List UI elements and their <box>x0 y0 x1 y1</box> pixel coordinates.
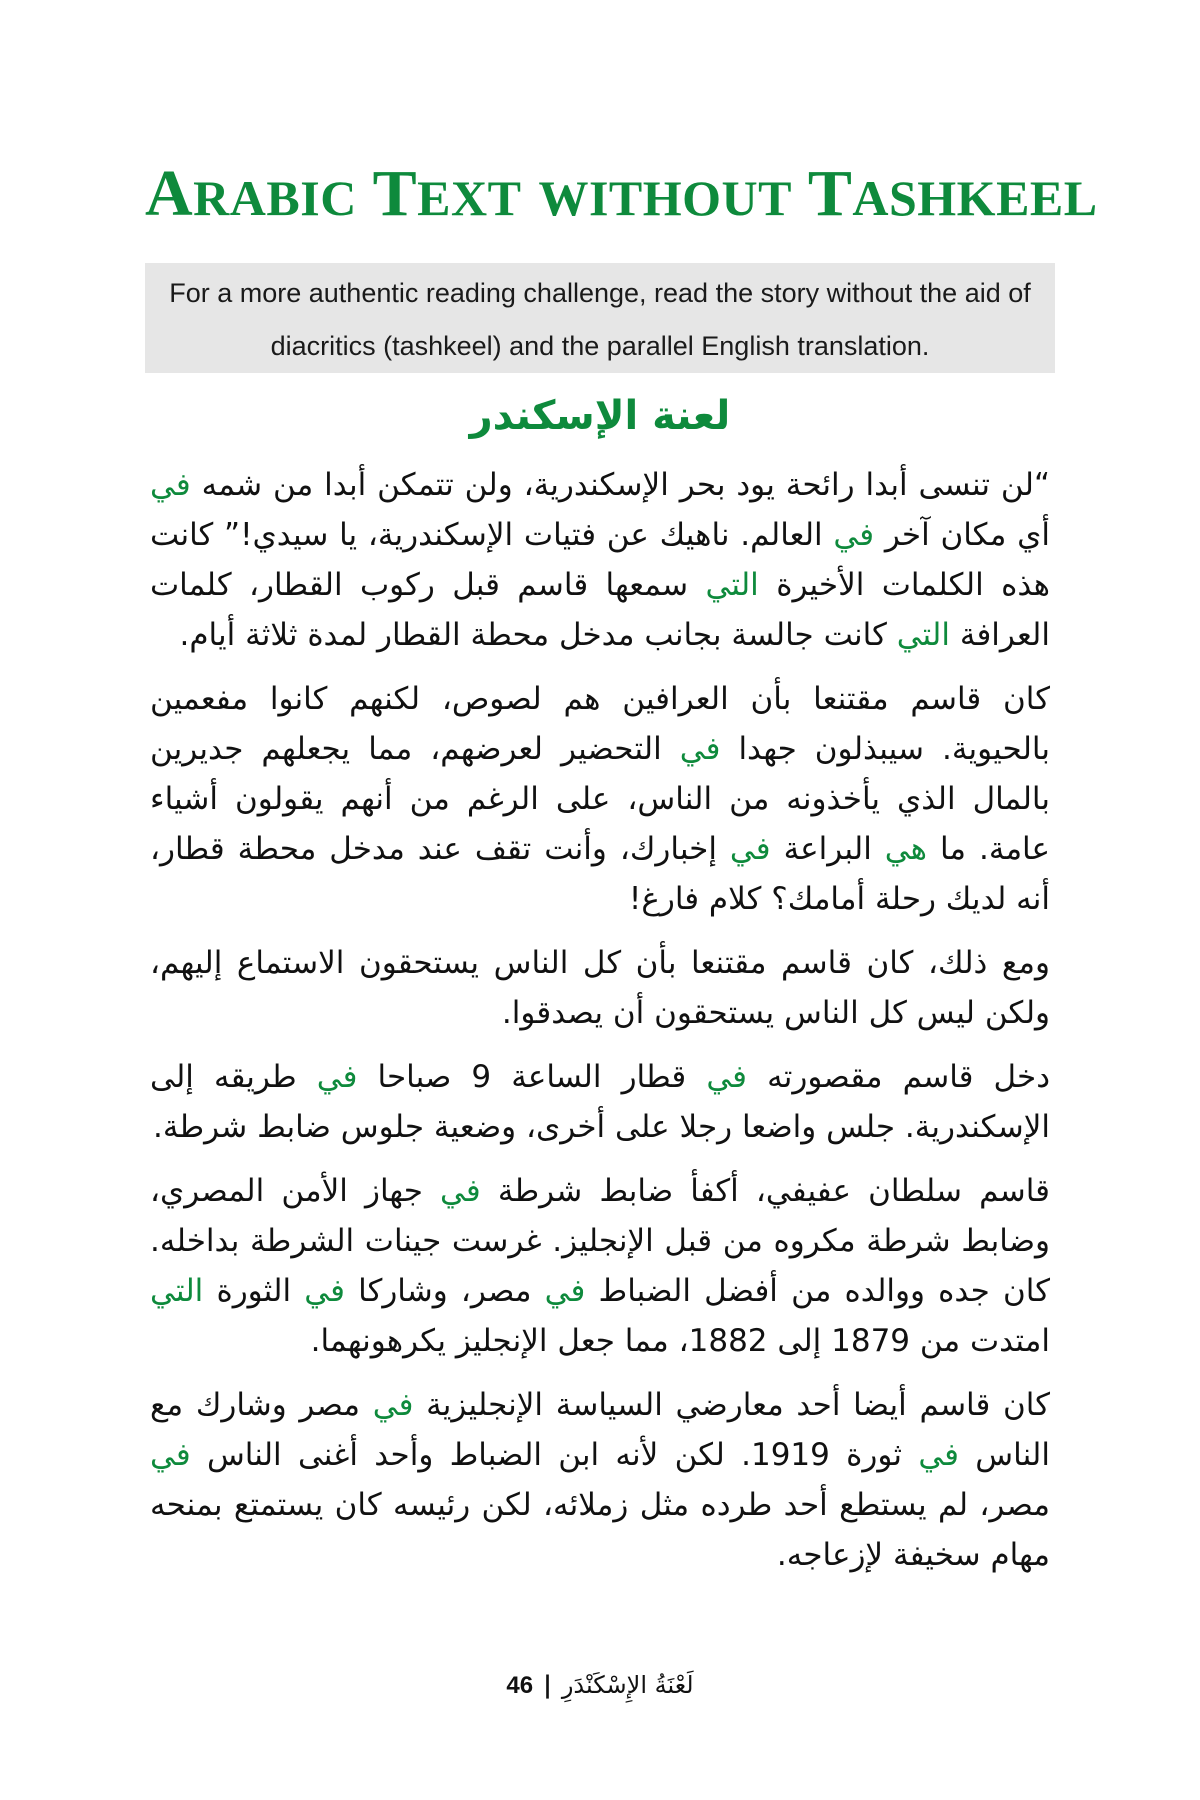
highlighted-word: في <box>150 1437 191 1473</box>
paragraph-text: أي مكان آخر <box>874 517 1050 553</box>
paragraph-text: سمعها قاسم قبل ركوب القطار، كلمات العرافة <box>150 567 1050 653</box>
highlighted-word: في <box>440 1173 481 1209</box>
title-initial-a: A <box>145 157 194 230</box>
paragraph-text: قاسم سلطان عفيفي، أكفأ ضابط شرطة <box>480 1173 1050 1209</box>
highlighted-word: التي <box>705 567 759 603</box>
story-paragraph <box>150 674 1050 924</box>
paragraph-text: العالم. ناهيك عن فتيات الإسكندرية، يا سيدي!” كانت هذه الكلمات الأخيرة <box>150 517 1050 603</box>
highlighted-word: التي <box>896 617 950 653</box>
highlighted-word: التي <box>150 1273 204 1309</box>
story-paragraph <box>150 938 1050 1038</box>
paragraph-text: الثورة <box>203 1273 305 1309</box>
paragraph-text: مصر، وشاركا <box>344 1273 545 1309</box>
paragraph-text: مصر وشارك مع الناس <box>150 1387 1050 1473</box>
highlighted-word: في <box>316 1059 358 1095</box>
title-initial-t2: T <box>807 157 853 230</box>
paragraph-text: كان قاسم أيضا أحد معارضي السياسة الإنجليزية <box>413 1387 1050 1423</box>
title-word-tashkeel: ASHKEEL <box>852 170 1098 226</box>
paragraph-text: مصر، لم يستطع أحد طرده مثل زملائه، لكن رئيسه كان يستمتع بمنحه مهام سخيفة لإزعاجه. <box>150 1487 1050 1573</box>
paragraph-text: قطار الساعة 9 صباحا <box>357 1059 707 1095</box>
highlighted-word: في <box>304 1273 345 1309</box>
page-footer <box>0 1665 1200 1706</box>
page-number: 46 <box>506 1672 534 1699</box>
title-word-text: EXT <box>417 170 522 226</box>
paragraph-text: البراعة <box>770 831 885 867</box>
highlighted-word: في <box>679 731 721 767</box>
paragraph-text: ثورة 1919. لكن لأنه ابن الضباط وأحد أغنى الناس <box>190 1437 919 1473</box>
highlighted-word: في <box>833 517 875 553</box>
paragraph-text: كان قاسم مقتنعا بأن العرافين هم لصوص، لكنهم كانوا مفعمين بالحيوية. سيبذلون جهدا <box>150 681 1050 767</box>
story-paragraph <box>150 1052 1050 1152</box>
paragraph-text: كانت جالسة بجانب مدخل محطة القطار لمدة ثلاثة أيام. <box>179 617 897 653</box>
highlighted-word: في <box>372 1387 414 1423</box>
paragraph-text: جهاز الأمن المصري، وضابط شرطة مكروه من قبل الإنجليز. غرست جينات الشرطة بداخله. كان جده ووالده من أفضل الضباط <box>150 1173 1050 1309</box>
title-initial-t: T <box>372 157 418 230</box>
title-word-without: WITHOUT <box>538 170 793 226</box>
paragraph-text: إخبارك، وأنت تقف عند مدخل محطة قطار، أنه لديك رحلة أمامك؟ كلام فارغ! <box>150 831 1050 917</box>
highlighted-word: في <box>729 831 771 867</box>
story-title: لعنة الإسكندر <box>469 393 731 439</box>
paragraph-text: طريقه إلى الإسكندرية. جلس واضعا رجلا على أخرى، وضعية جلوس ضابط شرطة. <box>150 1059 1050 1145</box>
paragraph-text: “لن تنسى أبدا رائحة يود بحر الإسكندرية، ولن تتمكن أبدا من شمه <box>190 467 1050 503</box>
highlighted-word: في <box>544 1273 586 1309</box>
title-word-arabic: RABIC <box>193 170 357 226</box>
story-body <box>150 460 1050 1594</box>
paragraph-text: دخل قاسم مقصورته <box>747 1059 1051 1095</box>
story-paragraph <box>150 460 1050 660</box>
highlighted-word: في <box>918 1437 959 1473</box>
intro-note: For a more authentic reading challenge, read the story without the aid of diacritics (tashkeel) and the parallel English translation. <box>145 263 1055 373</box>
highlighted-word: في <box>150 467 191 503</box>
story-paragraph <box>150 1166 1050 1366</box>
highlighted-word: هي <box>884 831 927 867</box>
highlighted-word: في <box>706 1059 748 1095</box>
story-paragraph <box>150 1380 1050 1580</box>
footer-book-title: لَعْنَةُ الإِسْكَنْدَرِ <box>561 1671 694 1699</box>
footer-separator: | <box>543 1671 552 1699</box>
paragraph-text: التحضير لعرضهم، مما يجعلهم جديرين بالمال الذي يأخذونه من الناس، على الرغم من أنهم يقولون أشياء عامة. ما <box>150 731 1050 867</box>
page-title <box>145 157 1098 234</box>
paragraph-text: امتدت من 1879 إلى 1882، مما جعل الإنجليز يكرهونهما. <box>310 1323 1050 1359</box>
paragraph-text: ومع ذلك، كان قاسم مقتنعا بأن كل الناس يستحقون الاستماع إليهم، ولكن ليس كل الناس يستحقون أن يصدقوا. <box>150 945 1050 1031</box>
